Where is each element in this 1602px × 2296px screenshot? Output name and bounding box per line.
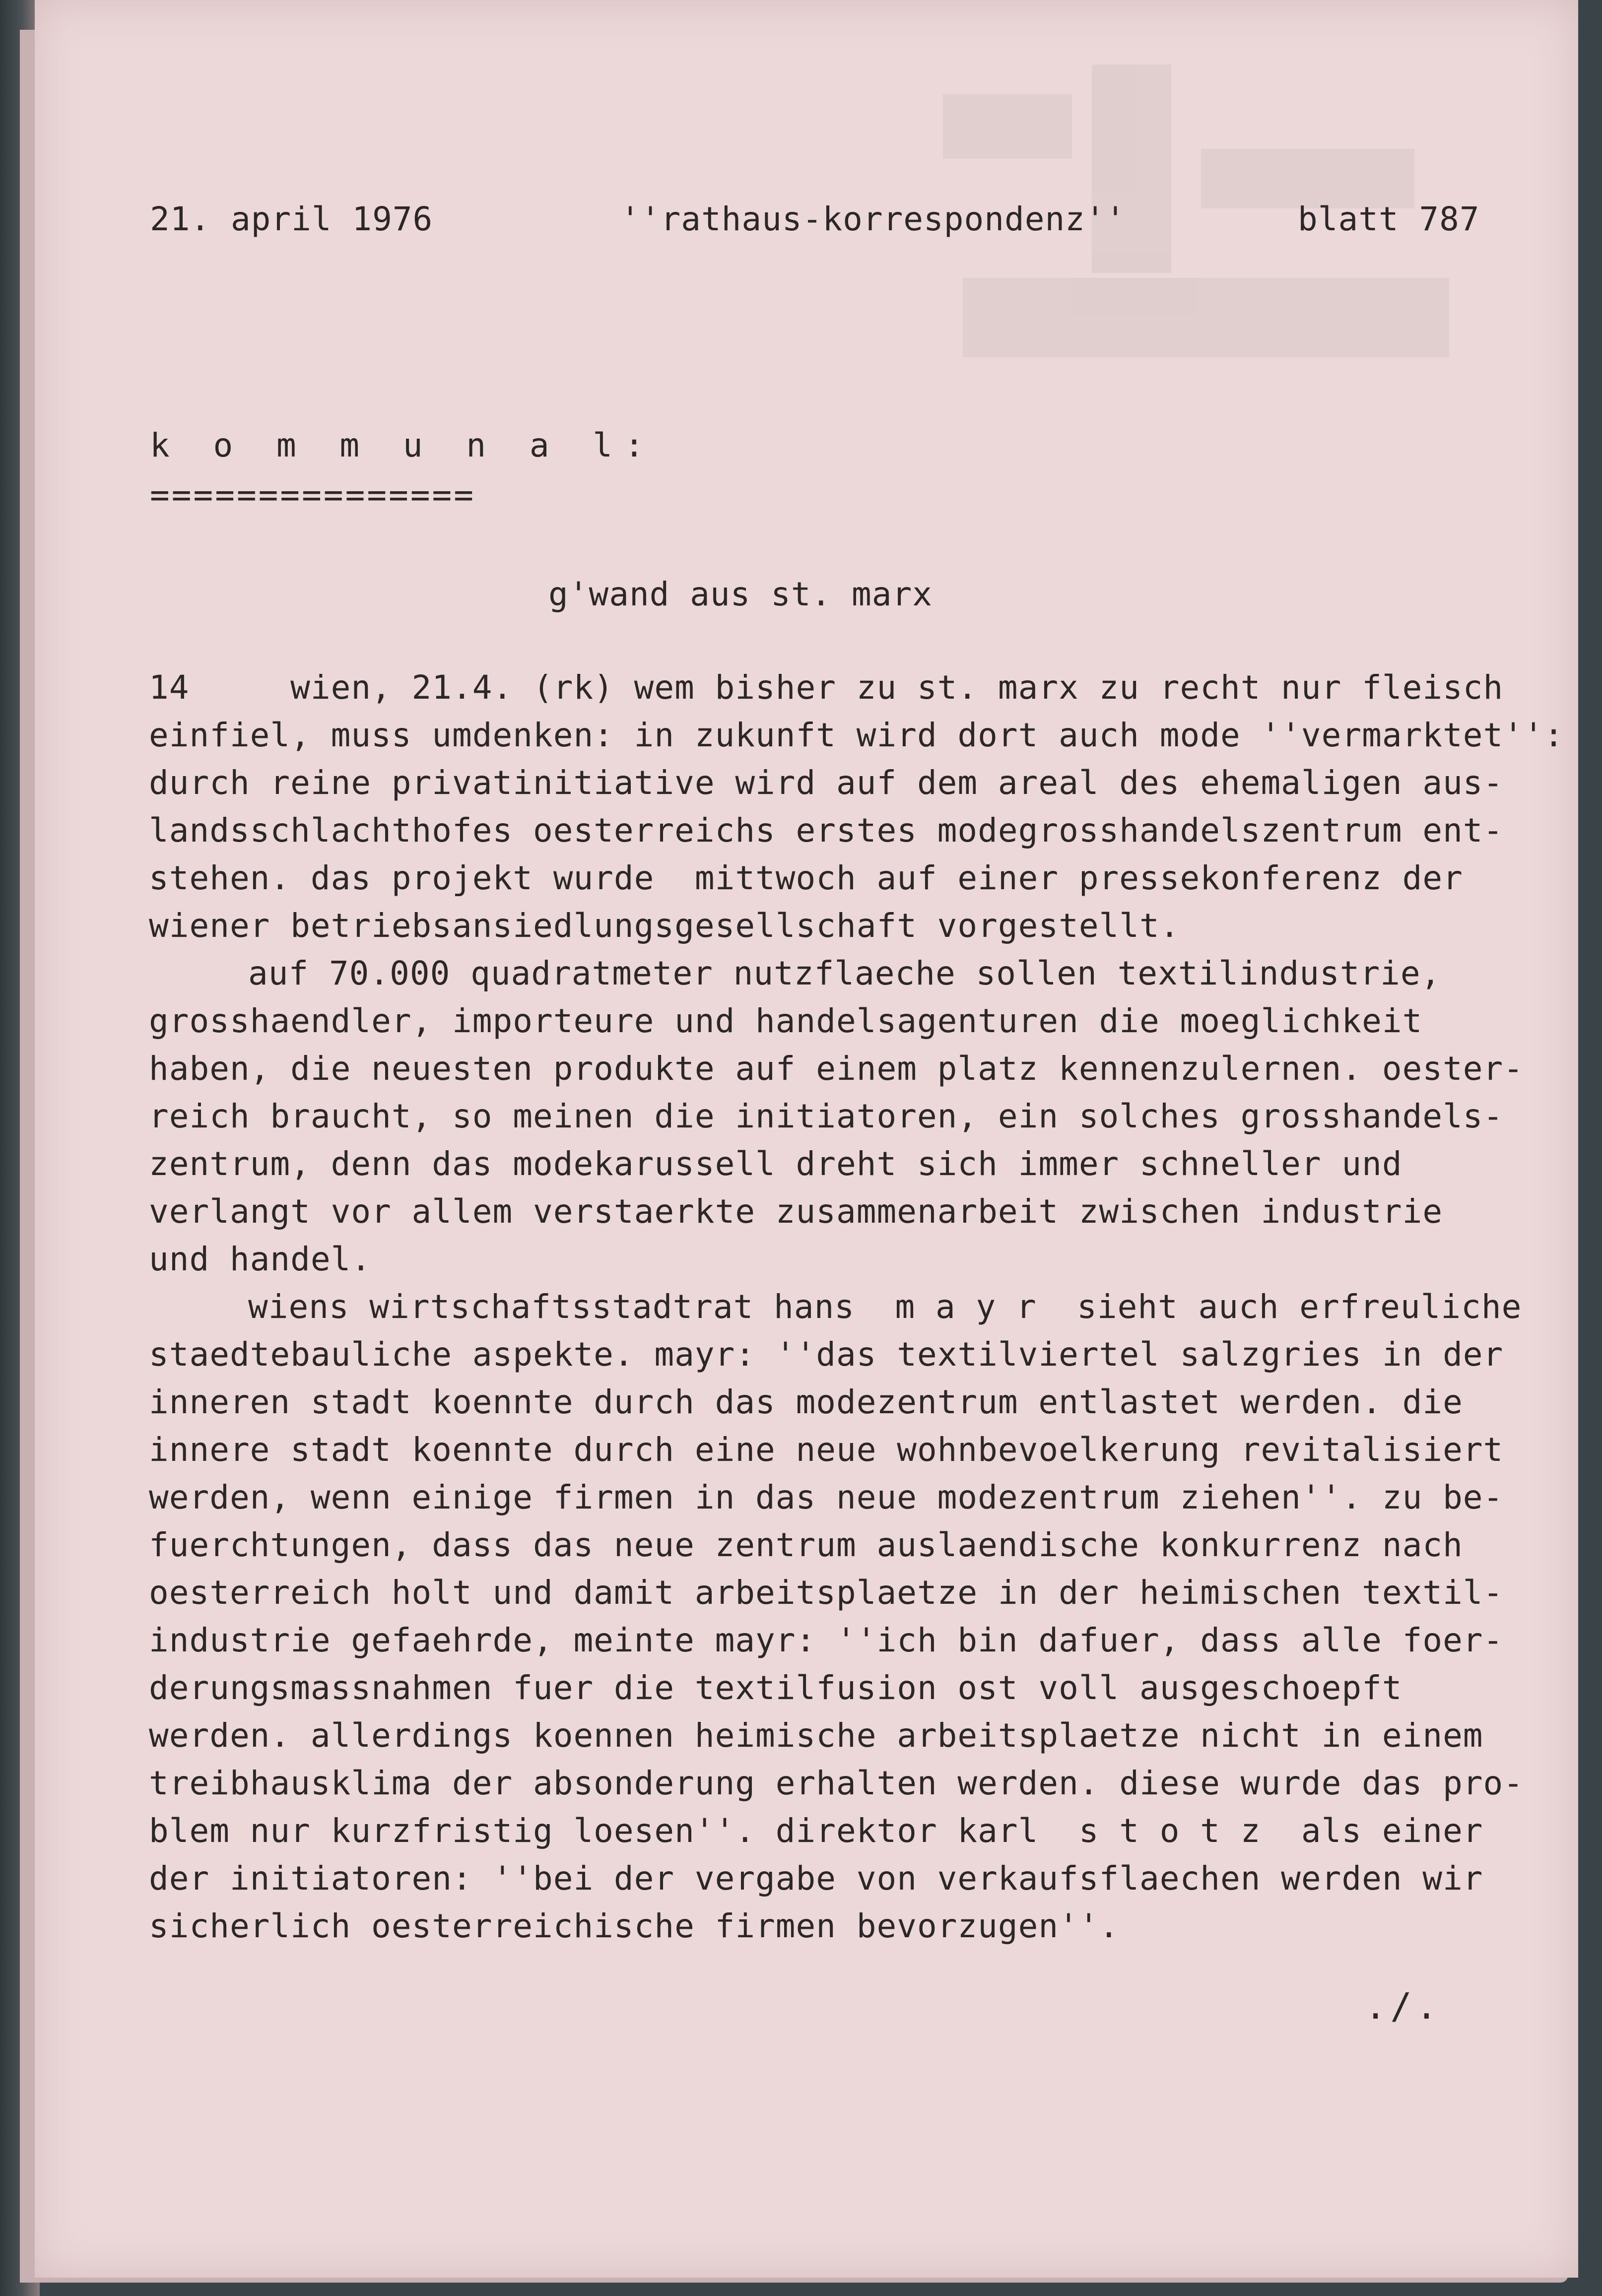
article-headline: g'wand aus st. marx xyxy=(548,575,933,613)
body-line: durch reine privatinitiative wird auf dem areal des ehemaligen aus- xyxy=(149,764,1504,802)
body-line: werden, wenn einige firmen in das neue modezentrum ziehen''. zu be- xyxy=(149,1478,1504,1516)
body-line: sicherlich oesterreichische firmen bevorzugen''. xyxy=(149,1907,1120,1945)
body-line: staedtebauliche aspekte. mayr: ''das textilviertel salzgries in der xyxy=(149,1335,1504,1374)
body-line: industrie gefaehrde, meinte mayr: ''ich bin dafuer, dass alle foer- xyxy=(149,1621,1504,1659)
header-sheet-number: blatt 787 xyxy=(1298,200,1480,238)
body-line: wiener betriebsansiedlungsgesellschaft vorgestellt. xyxy=(149,907,1180,945)
header-publication: ''rathaus-korrespondenz'' xyxy=(620,200,1126,238)
body-line: einfiel, muss umdenken: in zukunft wird dort auch mode ''vermarktet'': xyxy=(149,716,1564,754)
body-line: inneren stadt koennte durch das modezentrum entlastet werden. die xyxy=(149,1383,1463,1421)
body-line: haben, die neuesten produkte auf einem platz kennenzulernen. oester- xyxy=(149,1050,1524,1088)
typed-document xyxy=(35,0,1578,2278)
body-line: verlangt vor allem verstaerkte zusammenarbeit zwischen industrie xyxy=(149,1192,1443,1231)
body-line: werden. allerdings koennen heimische arbeitsplaetze nicht in einem xyxy=(149,1716,1483,1755)
section-title-underline: =============== xyxy=(150,476,476,514)
body-line: wiens wirtschaftsstadtrat hans m a y r sieht auch erfreuliche xyxy=(248,1288,1522,1326)
body-line: stehen. das projekt wurde mittwoch auf einer pressekonferenz der xyxy=(149,859,1463,897)
body-line: reich braucht, so meinen die initiatoren, ein solches grosshandels- xyxy=(149,1097,1504,1135)
body-line: blem nur kurzfristig loesen''. direktor karl s t o t z als einer xyxy=(149,1812,1483,1850)
header-date: 21. april 1976 xyxy=(150,200,433,238)
body-line: oesterreich holt und damit arbeitsplaetze in der heimischen textil- xyxy=(149,1574,1504,1612)
body-line: auf 70.000 quadratmeter nutzflaeche sollen textilindustrie, xyxy=(248,954,1441,992)
body-line: grosshaendler, importeure und handelsagenturen die moeglichkeit xyxy=(149,1002,1423,1040)
article-body xyxy=(149,664,1588,1950)
body-line: der initiatoren: ''bei der vergabe von verkaufsflaechen werden wir xyxy=(149,1859,1483,1898)
body-line: und handel. xyxy=(149,1240,372,1278)
body-line: 14 wien, 21.4. (rk) wem bisher zu st. marx zu recht nur fleisch xyxy=(149,668,1504,707)
body-line: derungsmassnahmen fuer die textilfusion ost voll ausgeschoepft xyxy=(149,1669,1402,1707)
section-title: k o m m u n a l: xyxy=(150,426,656,464)
body-line: fuerchtungen, dass das neue zentrum auslaendische konkurrenz nach xyxy=(149,1526,1463,1564)
body-line: zentrum, denn das modekarussell dreht sich immer schneller und xyxy=(149,1145,1402,1183)
document-page xyxy=(35,0,1578,2278)
body-line: landsschlachthofes oesterreichs erstes modegrosshandelszentrum ent- xyxy=(149,811,1504,850)
body-line: innere stadt koennte durch eine neue wohnbevoelkerung revitalisiert xyxy=(149,1431,1504,1469)
body-line: treibhausklima der absonderung erhalten werden. diese wurde das pro- xyxy=(149,1764,1524,1802)
continuation-mark: ./. xyxy=(1365,1985,1442,2027)
